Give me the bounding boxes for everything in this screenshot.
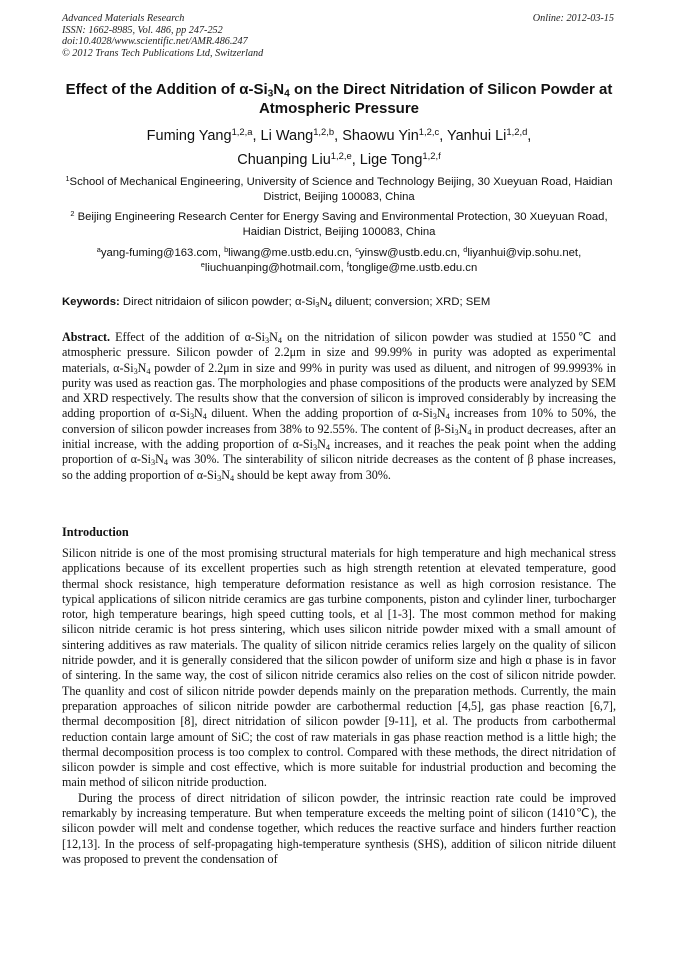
keywords: Keywords: Direct nitridaion of silicon powder; $\alpha-Si_3N_4$ diluent; conversion; XRD; SEM — [62, 296, 491, 309]
author: Lige Tong$^{1,2,f}$ — [359, 149, 441, 168]
author: Chuanping Liu$^{1,2,e}$ — [237, 149, 352, 168]
affiliation-2: $^2$ Beijing Engineering Research Center for Energy Saving and Environmental Protection, 30 Xueyuan Road, Haidian District, Beijing 100083, China — [70, 208, 608, 238]
issn: ISSN: 1662-8985, Vol. 486, pp 247-252 — [62, 24, 223, 36]
email-list: $^a$yang-fuming@163.com, $^b$liwang@me.ustb.edu.cn, $^c$yinsw@ustb.edu.cn, $^d$liyanhui@vip.sohu.net, $^e$liuchuanping@hotmail.com, $^f$tonglige@me.ustb.edu.cn — [96, 244, 582, 274]
author-list: Fuming Yang$^{1,2,a}$, Li Wang$^{1,2,b}$, Shaowu Yin$^{1,2,c}$, Yanhui Li$^{1,2,d}$, Chuanping Liu$^{1,2,e}$, Lige Tong$^{1,2,f}$ — [146, 125, 532, 168]
email-link[interactable]: $^f$tonglige@me.ustb.edu.cn — [346, 259, 478, 274]
affiliation-1: $^1$School of Mechanical Engineering, University of Science and Technology Beijing, 30 Xueyuan Road, Haidian District, Beijing 100083, China — [65, 173, 613, 203]
introduction-body — [62, 546, 616, 867]
copyright: © 2012 Trans Tech Publications Ltd, Switzerland — [62, 47, 264, 59]
paragraph: During the process of direct nitridation of silicon powder, the intrinsic reaction rate could be improved remarkably by increasing temperature. But when temperature exceeds the melting point of silicon (1410℃), the silicon powder will melt and condense together, which reduces the reactive surface and hinders further reaction [12,13]. In the process of self-propagating high-temperature synthesis (SHS), addition of silicon nitride diluent was proposed to prevent the condensation of — [62, 790, 616, 866]
email-link[interactable]: $^e$liuchuanping@hotmail.com — [200, 259, 341, 274]
abstract: Abstract. Effect of the addition of $\alpha-Si_3N_4$ on the nitridation of silicon powder was studied at 1550℃ and atmospheric pressure. Silicon powder of 2.2μm in size and 99.99% in purity was adopted as experimental materials, $\alpha-Si_3N_4$ powder of 2.2μm in size and 99% in purity was used as diluent, and nitrogen of 99.9993% in purity was used as reaction gas. The morphologies and phase compositions of the products were analyzed by SEM and XRD respectively. The results show that the conversion of silicon is improved considerably by increasing the adding proportion of $\alpha-Si_3N_4$ diluent. When the adding proportion of $\alpha-Si_3N_4$ increases from 10% to 50%, the conversion of silicon powder increases from 38% to 92.55%. The content of $\beta-Si_3N_4$ in product decreases, after an initial increase, with the adding proportion of $\alpha-Si_3N_4$ increases, and it reaches the peak point when the adding proportion of $\alpha-Si_3N_4$ was 30%. The sinterability of silicon nitride decreases as the content of β phase increases, so the adding proportion of $\alpha-Si_3N_4$ should be kept away from 30%. — [62, 330, 616, 483]
online-date: Online: 2012-03-15 — [532, 13, 614, 24]
author: Yanhui Li$^{1,2,d}$ — [446, 125, 528, 144]
author: Li Wang$^{1,2,b}$ — [260, 125, 335, 144]
paper-title: Effect of the Addition of $\alpha-Si_3N_4$ on the Direct Nitridation of Silicon Powder at Atmospheric Pressure — [65, 81, 613, 117]
paragraph: Silicon nitride is one of the most promising structural materials for high temperature and high mechanical stress applications because of its excellent properties such as high strength retention at elevated temperature, good thermal shock resistance, high temperature deformation resistance as well as high corrosion resistance. The typical applications of silicon nitride ceramics are gas turbine components, piston and cylinder liner, turbocharger rotor, high temperature bearings, high speed cutting tools, et al [1-3]. The most common method for making silicon nitride ceramic is hot press sintering, which uses silicon nitride powder mixed with a small amount of sintering additives as raw materials. The quality of silicon nitride ceramics relies largely on the quality of silicon nitride powder, and it is generally considered that the silicon powder of uniform size and high α phase is in favor of sintering. In the same way, the cost of silicon nitride ceramics also relies on the cost of silicon nitride powder. The quanlity and cost of silicon nitride powder depends mainly on the preparation methods. Currently, the main preparation approaches of silicon nitride powder are carbothermal reduction [4,5], gas phase reaction [6,7], thermal decomposition [8], direct nitridation of silicon powder [9-11], et al. The products from carbothermal reduction contain large amount of SiC; the cost of raw materials in gas phase reaction method is a little high; the thermal decomposition process is too complex to control. Compared with these methods, the direct nitridation of silicon powder is simple and cost effective, which is more suitable for industrial production and becoming the main method of silicon nitride production. — [62, 546, 616, 790]
email-link[interactable]: $^c$yinsw@ustb.edu.cn — [355, 244, 458, 259]
email-link[interactable]: $^b$liwang@me.ustb.edu.cn — [224, 244, 349, 259]
doi: doi:10.4028/www.scientific.net/AMR.486.247 — [62, 36, 248, 47]
author: Fuming Yang$^{1,2,a}$ — [146, 125, 253, 144]
journal-header — [62, 13, 263, 59]
section-heading-introduction: Introduction — [62, 525, 129, 539]
journal-name: Advanced Materials Research — [62, 13, 185, 24]
author: Shaowu Yin$^{1,2,c}$ — [342, 125, 440, 144]
email-link[interactable]: $^d$liyanhui@vip.sohu.net — [463, 244, 579, 259]
email-link[interactable]: $^a$yang-fuming@163.com — [96, 244, 218, 259]
